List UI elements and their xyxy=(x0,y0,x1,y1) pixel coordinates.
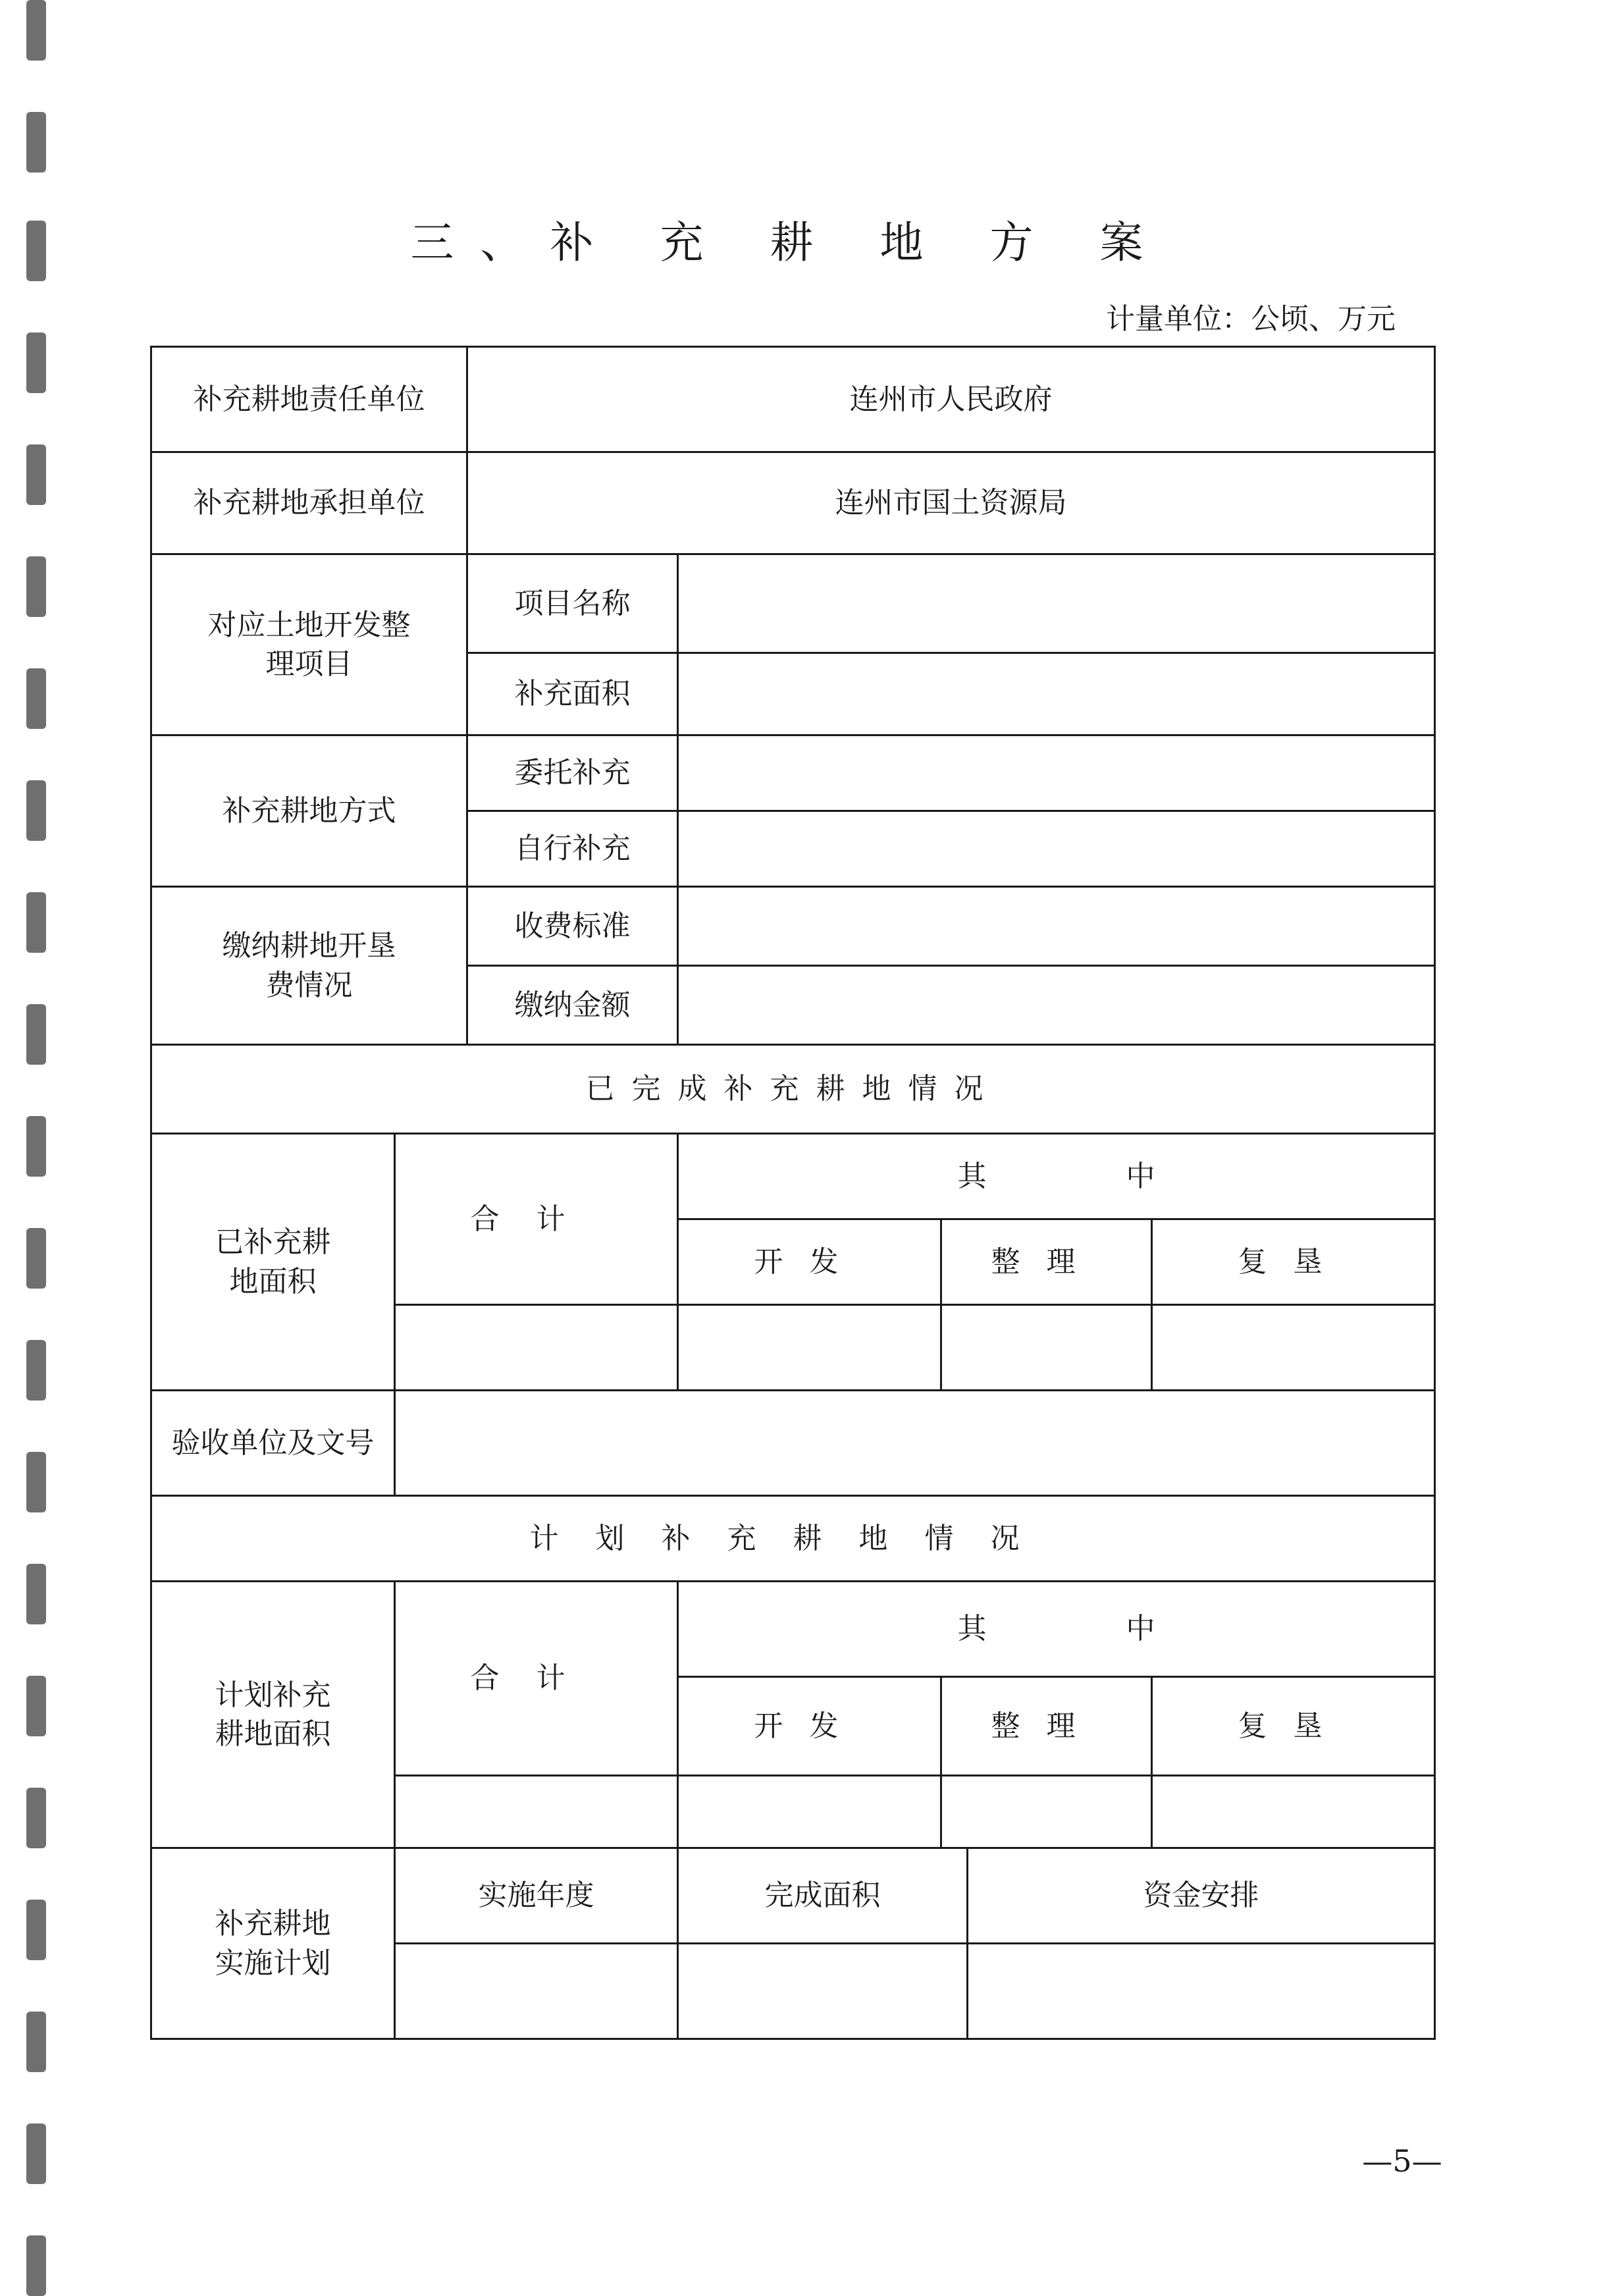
units-note: 计量单位：公顷、万元 xyxy=(1106,302,1396,336)
planned-total-label: 合计 xyxy=(395,1582,678,1776)
land-supplement-form xyxy=(150,346,1436,2040)
implementation-year-value xyxy=(395,1944,678,2039)
completed-area-label: 已补充耕地面积 xyxy=(151,1134,395,1391)
fee-label: 缴纳耕地开垦费情况 xyxy=(151,887,467,1045)
planned-area-label: 计划补充耕地面积 xyxy=(151,1582,395,1848)
entrusted-label: 委托补充 xyxy=(467,735,678,811)
fee-standard-label: 收费标准 xyxy=(467,887,678,966)
planned-consolidate-label: 整理 xyxy=(941,1677,1152,1776)
planned-total-value xyxy=(395,1776,678,1848)
responsible-unit-value: 连州市人民政府 xyxy=(467,347,1435,452)
page-title: 三、补 充 耕 地 方 案 xyxy=(410,217,1170,268)
implementation-area-label: 完成面积 xyxy=(678,1848,968,1944)
planned-reclaim-label: 复垦 xyxy=(1152,1677,1435,1776)
project-name-value xyxy=(678,554,1435,653)
acceptance-value xyxy=(395,1391,1435,1496)
completed-consolidate-label: 整理 xyxy=(941,1219,1152,1305)
method-label: 补充耕地方式 xyxy=(151,735,467,887)
project-label: 对应土地开发整理项目 xyxy=(151,554,467,735)
completed-total-label: 合计 xyxy=(395,1134,678,1305)
fee-standard-value xyxy=(678,887,1435,966)
binding-holes xyxy=(26,0,53,2285)
planned-of-which xyxy=(678,1582,1435,1677)
completed-of-which-right: 中 xyxy=(1126,1159,1155,1193)
implementation-label: 补充耕地实施计划 xyxy=(151,1848,395,2039)
planned-of-which-left: 其 xyxy=(957,1612,987,1646)
project-name-label: 项目名称 xyxy=(467,554,678,653)
planned-develop-value xyxy=(678,1776,941,1848)
completed-total-value xyxy=(395,1305,678,1391)
planned-consolidate-value xyxy=(941,1776,1152,1848)
fee-amount-value xyxy=(678,966,1435,1045)
implementation-fund-value xyxy=(968,1944,1435,2039)
project-area-value xyxy=(678,653,1435,735)
entrusted-value xyxy=(678,735,1435,811)
planned-of-which-right: 中 xyxy=(1126,1612,1155,1646)
undertaking-unit-value: 连州市国土资源局 xyxy=(467,452,1435,554)
completed-of-which-left: 其 xyxy=(957,1159,987,1193)
responsible-unit-label: 补充耕地责任单位 xyxy=(151,347,467,452)
fee-amount-label: 缴纳金额 xyxy=(467,966,678,1045)
page-number: —5— xyxy=(1362,2143,1442,2179)
completed-develop-label: 开发 xyxy=(678,1219,941,1305)
project-area-label: 补充面积 xyxy=(467,653,678,735)
completed-develop-value xyxy=(678,1305,941,1391)
undertaking-unit-label: 补充耕地承担单位 xyxy=(151,452,467,554)
completed-section-title: 已完成补充耕地情况 xyxy=(151,1045,1435,1134)
planned-section-title: 计划补充耕地情况 xyxy=(151,1496,1435,1582)
completed-consolidate-value xyxy=(941,1305,1152,1391)
self-supplement-value xyxy=(678,811,1435,887)
planned-develop-label: 开发 xyxy=(678,1677,941,1776)
acceptance-label: 验收单位及文号 xyxy=(151,1391,395,1496)
completed-reclaim-value xyxy=(1152,1305,1435,1391)
completed-reclaim-label: 复垦 xyxy=(1152,1219,1435,1305)
self-supplement-label: 自行补充 xyxy=(467,811,678,887)
planned-reclaim-value xyxy=(1152,1776,1435,1848)
implementation-year-label: 实施年度 xyxy=(395,1848,678,1944)
implementation-fund-label: 资金安排 xyxy=(968,1848,1435,1944)
completed-of-which xyxy=(678,1134,1435,1219)
implementation-area-value xyxy=(678,1944,968,2039)
